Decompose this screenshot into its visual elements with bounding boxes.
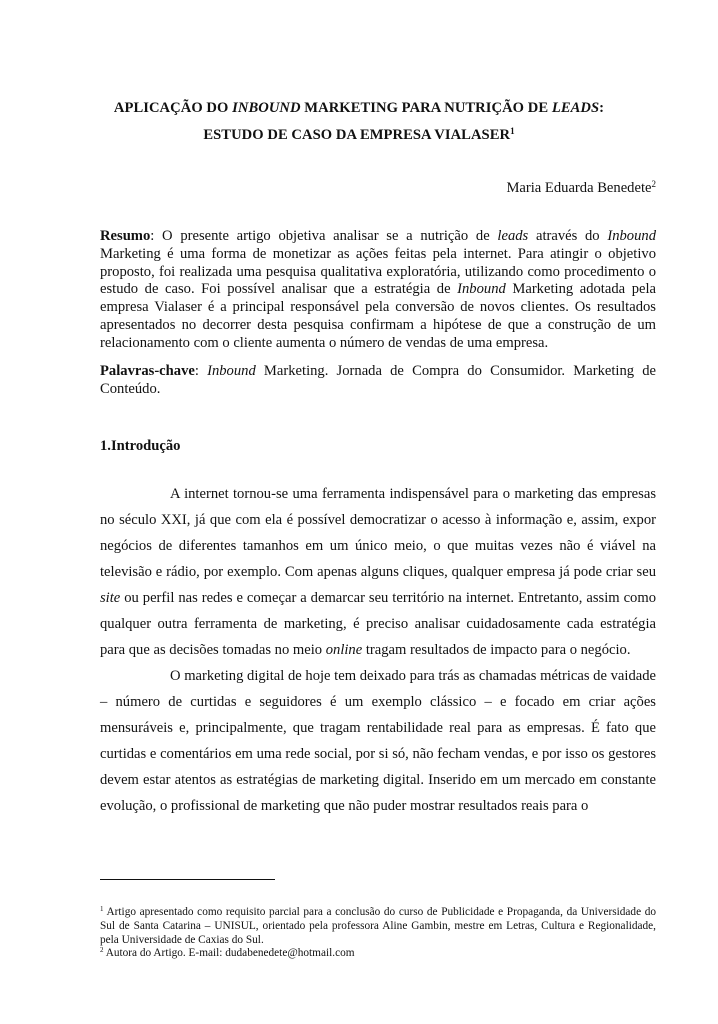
p1-text-a: A internet tornou-se uma ferramenta indispensável para o marketing das empresas no século XXI, já que com ela é possível democratizar o acesso à informação e, assim, expor negócios de diferentes tamanhos em um único meio, o que muitas vezes não é viável na televisão e rádio, por exemplo. Com apenas alguns cliques, qualquer empresa já pode criar seu xyxy=(100,486,656,580)
paragraph-2: O marketing digital de hoje tem deixado para trás as chamadas métricas de vaidade – número de curtidas e seguidores é um exemplo clássico – e focado em criar ações mensuráveis e, principalmente, que tragam rentabilidade real para as empresas. É fato que curtidas e comentários em uma rede social, por si só, não fecham vendas, e por isso os gestores devem estar atentos as estratégias de marketing digital. Inserido em um mercado em constante evolução, o profissional de marketing que não puder mostrar resultados reais para o xyxy=(100,668,656,814)
p1-text-d: online xyxy=(325,642,363,658)
footnote-1-text: Artigo apresentado como requisito parcial para a conclusão do curso de Publicidade e Propaganda, da Universidade do Sul de Santa Catarina – UNISUL, orientado pela professora Aline Gambin, mestre em Letras, Cultura e Regionalidade, pela Universidade de Caxias do Sul. xyxy=(100,906,656,946)
title-l1-a: APLICAÇÃO DO xyxy=(113,100,233,116)
title-l1-c: MARKETING PARA NUTRIÇÃO DE xyxy=(300,100,552,116)
abstract xyxy=(100,228,656,353)
body-text xyxy=(100,481,656,819)
section-heading: 1.Introdução xyxy=(100,438,181,454)
abstract-text-7: Marketing adotada pela empresa Vialaser é a principal responsável pela conversão de novos clientes. Os resultados apresentados no decorrer desta pesquisa confirmam a hipótese de que a construção de um relacionamento com o cliente aumenta o número de vendas de uma empresa. xyxy=(100,281,657,351)
p1-text-e: tragam resultados de impacto para o negócio. xyxy=(362,642,631,658)
footnote-1-mark: 1 xyxy=(100,905,104,913)
title-l1-e: : xyxy=(599,100,605,116)
author-name: Maria Eduarda Benedete xyxy=(506,180,652,196)
footnote-2-mark: 2 xyxy=(100,946,104,955)
title-l1-d: LEADS xyxy=(551,100,600,116)
abstract-text-3: através do xyxy=(528,228,608,244)
footnote-1 xyxy=(100,906,656,947)
author xyxy=(506,180,656,197)
title-line-2 xyxy=(0,127,718,144)
keywords-label: Palavras-chave xyxy=(100,363,195,379)
keywords-text-3: Marketing. Jornada de Compra do Consumidor. Marketing de Conteúdo. xyxy=(100,363,657,397)
title-footnote-ref[interactable]: 1 xyxy=(510,126,515,136)
keywords xyxy=(100,363,656,399)
abstract-text-2: leads xyxy=(497,228,529,244)
keywords-text-1: : xyxy=(194,363,208,379)
abstract-text-5: Marketing é uma forma de monetizar as ações feitas pela internet. Para atingir o objetivo proposto, foi realizada uma pesquisa qualitativa exploratória, utilizando como procedimento o estudo de caso. Foi possível analisar que a estratégia de xyxy=(100,245,656,298)
abstract-text-4: Inbound xyxy=(607,228,656,244)
title-l2: ESTUDO DE CASO DA EMPRESA VIALASER xyxy=(203,127,511,143)
footnote-divider xyxy=(100,879,275,880)
title-l1-b: INBOUND xyxy=(232,100,301,116)
paragraph-1 xyxy=(100,481,656,663)
p1-text-c: ou perfil nas redes e começar a demarcar seu território na internet. Entretanto, assim como qualquer outra ferramenta de marketing, é preciso analisar cuidadosamente cada estratégia para que as decisões tomadas no meio xyxy=(100,590,656,658)
footnote-2 xyxy=(100,947,656,961)
abstract-label: Resumo xyxy=(100,228,151,244)
footnotes xyxy=(100,906,656,961)
keywords-text-2: Inbound xyxy=(207,363,256,379)
author-footnote-ref[interactable]: 2 xyxy=(651,179,656,189)
abstract-text-6: Inbound xyxy=(457,281,506,298)
abstract-text-1: : O presente artigo objetiva analisar se a nutrição de xyxy=(150,228,498,244)
title-line-1 xyxy=(0,100,718,117)
p1-text-b: site xyxy=(100,590,121,606)
footnote-2-text: Autora do Artigo. E-mail: dudabenedete@hotmail.com xyxy=(103,947,355,960)
